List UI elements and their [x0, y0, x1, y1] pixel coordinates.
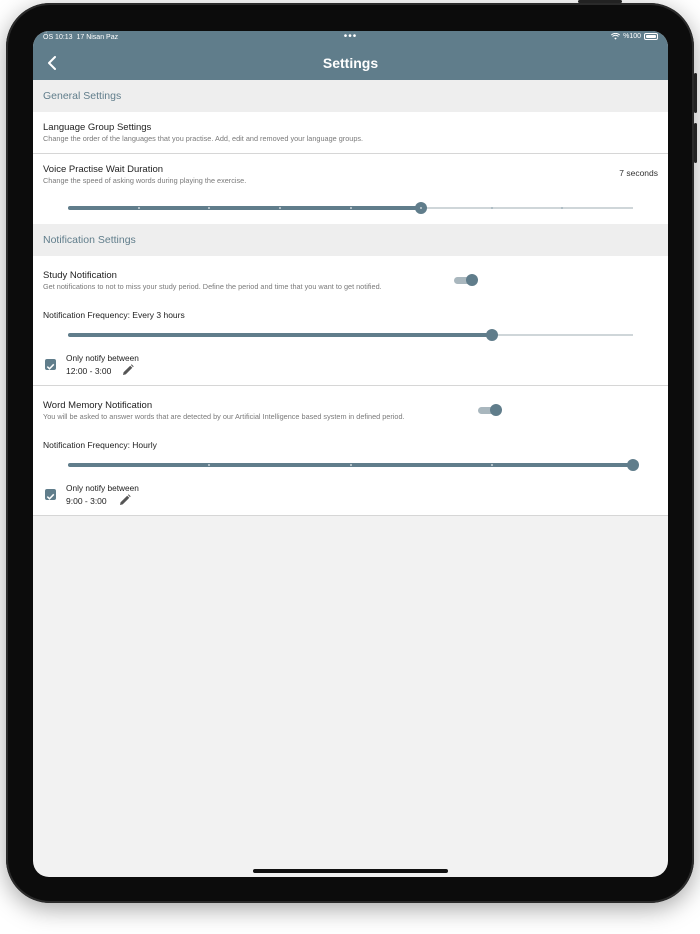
status-bar — [33, 31, 668, 45]
voice-wait-value: 7 seconds — [619, 168, 658, 178]
slider-tick — [138, 207, 140, 209]
page-title: Settings — [322, 55, 379, 71]
voice-wait-title: Voice Practise Wait Duration — [43, 164, 164, 175]
wifi-icon — [611, 33, 620, 40]
language-group-settings-row[interactable] — [33, 112, 668, 153]
study-frequency-slider[interactable] — [68, 330, 633, 340]
battery-percent: %100 — [623, 33, 641, 40]
volume-down-button — [694, 123, 697, 163]
slider-tick — [491, 464, 493, 466]
checkmark-icon — [45, 491, 56, 502]
word-memory-subtitle: You will be asked to answer words that are detected by our Artificial Intelligence based system in defined period. — [43, 412, 405, 421]
slider-tick — [279, 207, 281, 209]
section-header-notification: Notification Settings — [33, 224, 668, 256]
voice-wait-duration-row — [33, 154, 668, 224]
status-time-date — [43, 34, 118, 41]
pencil-icon[interactable] — [119, 494, 131, 506]
word-memory-only-notify-checkbox[interactable] — [45, 489, 56, 500]
word-memory-title: Word Memory Notification — [43, 400, 153, 411]
voice-wait-slider[interactable] — [68, 203, 633, 213]
study-time-range: 12:00 - 3:00 — [66, 366, 112, 376]
volume-up-button — [694, 73, 697, 113]
slider-tick — [208, 207, 210, 209]
study-only-notify-label: Only notify between — [66, 353, 139, 363]
word-memory-time-range: 9:00 - 3:00 — [66, 496, 107, 506]
study-only-notify-checkbox[interactable] — [45, 359, 56, 370]
voice-wait-subtitle: Change the speed of asking words during playing the exercise. — [43, 176, 247, 185]
word-memory-notification-section — [33, 386, 668, 515]
slider-fill — [68, 333, 492, 337]
battery-icon — [644, 33, 658, 40]
slider-tick — [208, 464, 210, 466]
slider-tick — [350, 464, 352, 466]
checkmark-icon — [45, 361, 56, 372]
word-memory-only-notify-label: Only notify between — [66, 483, 139, 493]
divider — [33, 515, 668, 516]
status-time: ÖS 10:13 — [43, 34, 73, 41]
slider-tick — [491, 207, 493, 209]
section-header-general: General Settings — [33, 80, 668, 112]
study-notification-section — [33, 256, 668, 385]
toggle-thumb — [490, 404, 502, 416]
status-date: 17 Nisan Paz — [76, 34, 119, 41]
study-frequency-label: Notification Frequency: Every 3 hours — [43, 310, 185, 320]
study-notification-title: Study Notification — [43, 270, 117, 281]
slider-thumb[interactable] — [486, 329, 498, 341]
power-button — [578, 0, 622, 3]
language-group-subtitle: Change the order of the languages that you practise. Add, edit and removed your language groups. — [43, 134, 364, 143]
word-memory-toggle[interactable] — [478, 404, 502, 416]
study-notification-subtitle: Get notifications to not to miss your study period. Define the period and time that you want to get notified. — [43, 282, 382, 291]
slider-tick — [420, 207, 422, 209]
word-memory-frequency-label: Notification Frequency: Hourly — [43, 440, 157, 450]
language-group-title: Language Group Settings — [43, 122, 152, 133]
toggle-thumb — [466, 274, 478, 286]
nav-bar — [33, 45, 668, 80]
study-notification-toggle[interactable] — [454, 274, 478, 286]
slider-thumb[interactable] — [627, 459, 639, 471]
word-memory-frequency-slider[interactable] — [68, 460, 633, 470]
slider-fill — [68, 206, 421, 210]
multitasking-dots[interactable]: ••• — [343, 31, 358, 42]
status-indicators — [611, 33, 658, 40]
home-indicator[interactable] — [253, 869, 448, 873]
pencil-icon[interactable] — [122, 364, 134, 376]
slider-tick — [350, 207, 352, 209]
app-screen — [33, 31, 668, 877]
slider-tick — [561, 207, 563, 209]
